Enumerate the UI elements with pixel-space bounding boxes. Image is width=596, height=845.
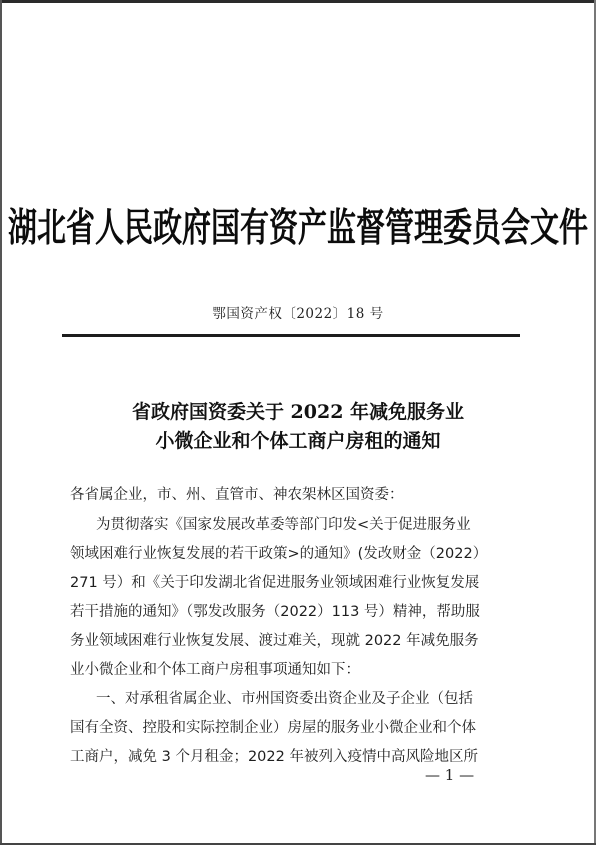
body-line: 业小微企业和个体工商户房租事项通知如下：: [70, 662, 360, 678]
scan-edge-top: [0, 0, 596, 3]
document-title-line-1: 省政府国资委关于 2022 年减免服务业: [131, 401, 465, 423]
header-divider: [62, 334, 520, 337]
body-line: 务业领域困难行业恢复发展、渡过难关，现就 2022 年减免服务: [70, 633, 479, 649]
issuer-header: 湖北省人民政府国有资产监督管理委员会文件: [7, 204, 588, 251]
body-line: 若干措施的通知》（鄂发改服务（2022）113 号）精神，帮助服: [70, 604, 480, 620]
body-line: 一、对承租省属企业、市州国资委出资企业及子企业（包括: [96, 691, 473, 707]
body-line: 国有全资、控股和实际控制企业）房屋的服务业小微企业和个体: [70, 720, 476, 736]
body-salutation: 各省属企业，市、州、直管市、神农架林区国资委：: [70, 487, 404, 503]
document-number: 鄂国资产权〔2022〕18 号: [212, 306, 384, 322]
document-title-line-2: 小微企业和个体工商户房租的通知: [155, 430, 441, 452]
body-line: 工商户，减免 3 个月租金；2022 年被列入疫情中高风险地区所: [70, 749, 478, 765]
page-number: — 1 —: [425, 766, 475, 784]
body-line: 领域困难行业恢复发展的若干政策>的通知》(发改财金（2022）: [70, 546, 488, 562]
body-line: 271 号）和《关于印发湖北省促进服务业领域困难行业恢复发展: [70, 575, 480, 591]
body-line: 为贯彻落实《国家发展改革委等部门印发<关于促进服务业: [96, 517, 471, 533]
